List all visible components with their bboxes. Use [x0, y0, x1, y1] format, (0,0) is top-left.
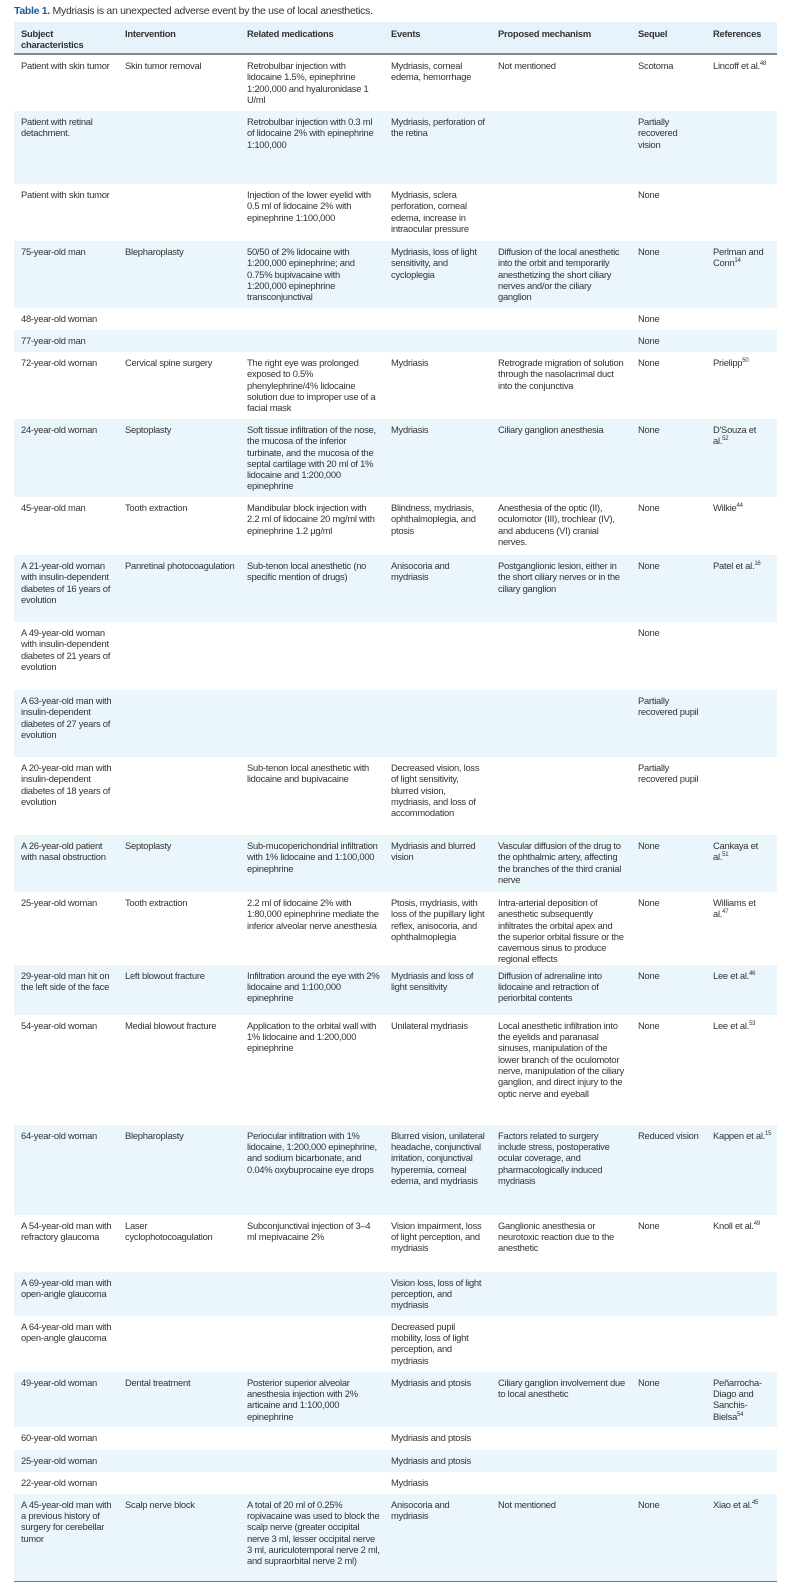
cell-medications: Sub-mucoperichondrial infiltration with 1% lidocaine and 1:100,000 epinephrine — [247, 840, 378, 874]
cell-medications — [240, 1316, 384, 1372]
cell-medications: Sub-tenon local anesthetic (no specific mention of drugs) — [247, 560, 367, 583]
cell-intervention — [118, 622, 240, 690]
table-caption-text: Mydriasis is an unexpected adverse event by the use of local anesthetics. — [52, 5, 373, 17]
cell-intervention: Scalp nerve block — [125, 1498, 195, 1510]
cell-intervention — [118, 690, 240, 757]
cell-sequel: None — [638, 246, 660, 257]
cell-mechanism — [491, 1316, 631, 1372]
table-row — [14, 965, 777, 1015]
cell-reference — [706, 1494, 777, 1582]
cell-sequel — [631, 1316, 706, 1372]
cell-events: Mydriasis, loss of light sensitivity, and cycloplegia — [391, 246, 477, 280]
col-header-medications: Related medications — [247, 28, 334, 39]
reference-text: Williams et al. — [713, 897, 756, 920]
cell-mechanism: Diffusion of the local anesthetic into the orbit and temporarily anesthetizing the short ciliary nerves and/or the ciliary ganglion — [498, 246, 620, 303]
cell-reference — [706, 184, 777, 241]
col-header-references: References — [713, 28, 762, 39]
reference-text: Lee et al. — [713, 969, 750, 981]
reference-number: 54 — [737, 1411, 744, 1418]
cell-medications: 50/50 of 2% lidocaine with 1:200,000 epinephrine; and 0.75% bupivacaine with 1:200,000 epinephrine transconjunctival — [247, 246, 355, 303]
reference-text: D'Souza et al. — [713, 424, 757, 447]
cell-reference — [706, 308, 777, 330]
cell-subject: A 54-year-old man with refractory glaucoma — [21, 1219, 112, 1243]
cell-sequel: None — [638, 1376, 660, 1388]
cell-mechanism — [491, 1450, 631, 1472]
reference-number: 16 — [754, 561, 761, 567]
cell-events: Mydriasis, corneal edema, hemorrhage — [391, 60, 472, 83]
cell-subject: 25-year-old woman — [21, 897, 97, 908]
cell-sequel: None — [638, 189, 660, 200]
cell-sequel — [631, 1272, 706, 1316]
cell-subject: A 26-year-old patient with nasal obstruction — [21, 840, 106, 863]
cell-subject: A 20-year-old man with insulin-dependent diabetes of 18 years of evolution — [21, 762, 112, 807]
cell-medications: Soft tissue infiltration of the nose, the mucosa of the inferior turbinate, and the mucosa of the septal cartilage with 20 ml of 1% lidocaine and 1:200,000 epinephrine — [247, 424, 376, 492]
cell-subject: A 64-year-old man with open-angle glaucoma — [21, 1320, 112, 1344]
cell-events — [384, 330, 491, 352]
cell-events: Mydriasis — [391, 424, 429, 435]
cell-medications: 2.2 ml of lidocaine 2% with 1:80,000 epinephrine mediate the inferior alveolar nerve anesthesia — [247, 897, 379, 931]
cell-intervention — [118, 330, 240, 352]
cell-subject: A 69-year-old man with open-angle glaucoma — [21, 1276, 112, 1300]
cell-events: Mydriasis and blurred vision — [391, 840, 476, 863]
table-row — [14, 111, 777, 184]
cell-reference — [706, 757, 777, 835]
cell-subject: 29-year-old man hit on the left side of the face — [21, 969, 110, 993]
cell-medications — [240, 622, 384, 690]
cell-mechanism: Local anesthetic infiltration into the eyelids and paranasal sinuses, manipulation of the lower branch of the oculomotor nerve, manipulation of the ciliary ganglion, and direct injury to the optic nerve and eyeball — [498, 1019, 624, 1099]
cell-mechanism — [491, 757, 631, 835]
cell-reference — [706, 892, 777, 965]
cell-sequel: None — [638, 1019, 660, 1031]
cell-intervention — [118, 1272, 240, 1316]
table-row — [14, 1427, 777, 1450]
cell-reference — [706, 1125, 777, 1215]
cell-subject: A 45-year-old man with a previous history of surgery for cerebellar tumor — [21, 1498, 112, 1544]
cell-mechanism: Ciliary ganglion anesthesia — [498, 424, 604, 435]
table-row — [14, 1472, 777, 1494]
col-header-subject: Subject characteristics — [21, 28, 84, 51]
reference-number: 45 — [751, 1499, 759, 1506]
cell-reference — [706, 1427, 777, 1450]
reference-text: Perlman and Conn — [713, 246, 764, 269]
cell-reference — [706, 111, 777, 184]
cell-subject: Patient with skin tumor — [21, 60, 110, 71]
cell-subject: 22-year-old woman — [21, 1476, 97, 1488]
cell-sequel: None — [638, 424, 660, 435]
cell-medications: Application to the orbital wall with 1% lidocaine and 1:200,000 epinephrine — [247, 1019, 377, 1054]
cell-events: Mydriasis and ptosis — [391, 1431, 471, 1443]
cell-mechanism — [491, 622, 631, 690]
cell-events: Mydriasis and loss of light sensitivity — [391, 969, 474, 993]
table-row — [14, 757, 777, 835]
cell-intervention — [118, 184, 240, 241]
cell-reference — [706, 1450, 777, 1472]
cell-sequel: None — [638, 969, 660, 981]
reference-number: 52 — [722, 436, 729, 443]
cell-events: Decreased pupil mobility, loss of light perception, and mydriasis — [391, 1320, 469, 1366]
cell-events: Vision loss, loss of light perception, and mydriasis — [391, 1276, 482, 1311]
cell-medications: Mandibular block injection with 2.2 ml of lidocaine 20 mg/ml with epinephrine 1.2 µg/ml — [247, 502, 375, 536]
cell-medications: A total of 20 ml of 0.25% ropivacaine was used to block the scalp nerve (greater occipital nerve 3 ml, lesser occipital nerve 3 ml, auriculotemporal nerve 2 ml, and supraorbital nerve 2 ml) — [247, 1498, 380, 1567]
cell-mechanism — [491, 1272, 631, 1316]
reference-number: 44 — [736, 503, 743, 509]
cell-sequel: None — [638, 627, 660, 638]
cell-sequel: None — [638, 560, 660, 571]
table-row — [14, 1494, 777, 1582]
reference-text: Wilkie — [713, 502, 737, 513]
cell-mechanism: Intra-arterial deposition of anesthetic subsequently infiltrates the orbital apex and the superior orbital fissure or the cavernous sinus to produce regional effects — [498, 897, 624, 965]
cell-events: Vision impairment, loss of light perception, and mydriasis — [391, 1219, 482, 1254]
cell-mechanism — [491, 690, 631, 757]
cell-mechanism: Ganglionic anesthesia or neurotoxic reaction due to the anesthetic — [498, 1219, 615, 1254]
reference-number: 47 — [722, 909, 729, 916]
cell-medications: Periocular infiltration with 1% lidocaine, 1:200,000 epinephrine, and sodium bicarbonate, and 0.04% oxybuprocaine eye drops — [247, 1129, 377, 1175]
cell-intervention: Laser cyclophotocoagulation — [125, 1219, 213, 1243]
cell-events: Ptosis, mydriasis, with loss of the pupillary light reflex, anisocoria, and ophthalmoplegia — [391, 897, 485, 942]
cell-subject: 75-year-old man — [21, 246, 86, 257]
cell-reference — [706, 330, 777, 352]
cell-intervention — [118, 1472, 240, 1494]
reference-text: Cankaya et al. — [713, 840, 758, 863]
cell-mechanism — [491, 111, 631, 184]
reference-text: Peñarrocha-Diago and Sanchis-Bielsa — [713, 1376, 762, 1422]
reference-number: 51 — [722, 852, 729, 859]
table-row — [14, 690, 777, 757]
cell-reference — [706, 1372, 777, 1427]
table-body — [14, 54, 777, 1582]
cell-subject: Patient with retinal detachment. — [21, 116, 93, 139]
cell-sequel — [631, 1472, 706, 1494]
cell-reference — [706, 497, 777, 555]
table-header-row — [14, 22, 777, 54]
cell-intervention — [118, 111, 240, 184]
table-row — [14, 241, 777, 308]
cell-mechanism: Not mentioned — [498, 1498, 556, 1510]
cell-mechanism: Retrograde migration of solution through the nasolacrimal duct into the conjunctiva — [498, 357, 624, 391]
cell-reference — [706, 622, 777, 690]
table-row — [14, 1450, 777, 1472]
cell-mechanism: Factors related to surgery include stress, postoperative ocular coverage, and pharmacologically induced mydriasis — [498, 1129, 610, 1186]
reference-number: 49 — [753, 1220, 760, 1227]
cell-medications — [240, 690, 384, 757]
cell-mechanism — [491, 184, 631, 241]
cell-reference — [706, 1215, 777, 1272]
cell-intervention — [118, 757, 240, 835]
cell-intervention: Medial blowout fracture — [125, 1019, 217, 1031]
table-row — [14, 1125, 777, 1215]
cell-sequel: Scotoma — [638, 60, 674, 71]
reference-number: 50 — [742, 358, 749, 364]
cell-events: Anisocoria and mydriasis — [391, 560, 450, 583]
cell-medications: Infiltration around the eye with 2% lidocaine and 1:100,000 epinephrine — [247, 969, 380, 1004]
cell-reference — [706, 1272, 777, 1316]
table-row — [14, 184, 777, 241]
cell-subject: 77-year-old man — [21, 335, 86, 346]
cell-intervention: Blepharoplasty — [125, 1129, 184, 1141]
cell-reference — [706, 965, 777, 1015]
cell-subject: A 63-year-old man with insulin-dependent diabetes of 27 years of evolution — [21, 695, 112, 740]
cell-medications — [240, 1450, 384, 1472]
cell-subject: 49-year-old woman — [21, 1376, 97, 1388]
cell-medications — [240, 1427, 384, 1450]
reference-number: 14 — [734, 258, 741, 265]
cell-medications — [240, 308, 384, 330]
cell-reference — [706, 1472, 777, 1494]
cell-mechanism: Ciliary ganglion involvement due to local anesthetic — [498, 1376, 625, 1400]
cell-events: Mydriasis and ptosis — [391, 1454, 471, 1466]
table-row — [14, 352, 777, 419]
cell-medications: Subconjunctival injection of 3–4 ml mepivacaine 2% — [247, 1219, 371, 1243]
cell-intervention: Tooth extraction — [125, 502, 188, 513]
cell-medications: The right eye was prolonged exposed to 0.5% phenylephrine/4% lidocaine solution due to improper use of a facial mask — [247, 357, 376, 414]
cell-sequel: Partially recovered vision — [638, 116, 678, 150]
cell-reference — [706, 352, 777, 419]
cell-sequel: None — [638, 1498, 660, 1510]
cell-reference — [706, 690, 777, 757]
reference-text: Lee et al. — [713, 1019, 750, 1031]
cell-mechanism — [491, 330, 631, 352]
cell-medications: Sub-tenon local anesthetic with lidocaine and bupivacaine — [247, 762, 370, 785]
cell-intervention: Dental treatment — [125, 1376, 191, 1388]
table-row — [14, 892, 777, 965]
cell-events: Anisocoria and mydriasis — [391, 1498, 450, 1522]
cell-subject: 60-year-old woman — [21, 1431, 97, 1443]
table-row — [14, 1215, 777, 1272]
cell-reference — [706, 555, 777, 622]
cell-events: Mydriasis — [391, 1476, 429, 1488]
cell-subject: Patient with skin tumor — [21, 189, 110, 200]
cell-sequel — [631, 1427, 706, 1450]
cell-sequel: None — [638, 357, 660, 368]
table-row — [14, 1372, 777, 1427]
cell-mechanism: Diffusion of adrenaline into lidocaine and retraction of periorbital contents — [498, 969, 602, 1004]
cell-reference — [706, 835, 777, 892]
cell-intervention: Left blowout fracture — [125, 969, 205, 981]
cell-mechanism: Vascular diffusion of the drug to the ophthalmic artery, affecting the branches of the third cranial nerve — [498, 840, 622, 885]
cell-reference — [706, 1316, 777, 1372]
cell-subject: 54-year-old woman — [21, 1019, 97, 1031]
cell-subject: 24-year-old woman — [21, 424, 97, 435]
cell-events: Mydriasis and ptosis — [391, 1376, 471, 1388]
cell-intervention — [118, 1450, 240, 1472]
cell-mechanism: Anesthesia of the optic (II), oculomotor (III), trochlear (IV), and abducens (VI) cranial nerves. — [498, 502, 615, 547]
col-header-events: Events — [391, 28, 421, 39]
cell-events — [384, 308, 491, 330]
cell-events: Decreased vision, loss of light sensitivity, blurred vision, mydriasis, and loss of accommodation — [391, 762, 480, 819]
cell-intervention: Cervical spine surgery — [125, 357, 213, 368]
cell-sequel: Partially recovered pupil — [638, 695, 699, 718]
adverse-events-table — [14, 22, 777, 1582]
cell-sequel: None — [638, 897, 660, 908]
cell-mechanism — [491, 1472, 631, 1494]
cell-reference — [706, 419, 777, 497]
table-row — [14, 1316, 777, 1372]
cell-subject: 72-year-old woman — [21, 357, 97, 368]
table-row — [14, 835, 777, 892]
table-row — [14, 419, 777, 497]
col-header-mechanism: Proposed mechanism — [498, 28, 591, 39]
reference-text: Prielipp — [713, 357, 743, 368]
cell-medications — [240, 1272, 384, 1316]
cell-sequel: None — [638, 1219, 660, 1231]
cell-sequel: None — [638, 335, 660, 346]
cell-reference — [706, 241, 777, 308]
table-row — [14, 1272, 777, 1316]
cell-medications: Retrobulbar injection with lidocaine 1.5%, epinephrine 1:200,000 and hyaluronidase 1 U/ml — [247, 60, 369, 105]
reference-text: Patel et al. — [713, 560, 755, 571]
cell-intervention — [118, 1316, 240, 1372]
cell-intervention — [118, 1427, 240, 1450]
cell-intervention — [118, 308, 240, 330]
cell-intervention: Blepharoplasty — [125, 246, 184, 257]
cell-sequel — [631, 1450, 706, 1472]
cell-intervention: Tooth extraction — [125, 897, 188, 908]
cell-intervention: Skin tumor removal — [125, 60, 202, 71]
cell-subject: 45-year-old man — [21, 502, 86, 513]
cell-medications: Injection of the lower eyelid with 0.5 ml of lidocaine 2% with epinephrine 1:100,000 — [247, 189, 371, 223]
cell-subject: 48-year-old woman — [21, 313, 97, 324]
table-row — [14, 622, 777, 690]
table-row — [14, 1015, 777, 1125]
cell-subject: 25-year-old woman — [21, 1454, 97, 1466]
cell-subject: A 21-year-old woman with insulin-dependent diabetes of 16 years of evolution — [21, 560, 111, 605]
cell-events: Mydriasis, sclera perforation, corneal edema, increase in intraocular pressure — [391, 189, 469, 234]
cell-reference — [706, 1015, 777, 1125]
table-row — [14, 555, 777, 622]
cell-events: Unilateral mydriasis — [391, 1019, 468, 1031]
cell-mechanism: Not mentioned — [498, 60, 556, 71]
cell-medications — [240, 1472, 384, 1494]
cell-events — [384, 622, 491, 690]
cell-subject: A 49-year-old woman with insulin-dependent diabetes of 21 years of evolution — [21, 627, 111, 672]
col-header-sequel: Sequel — [638, 28, 668, 39]
cell-events: Mydriasis, perforation of the retina — [391, 116, 485, 139]
reference-number: 53 — [749, 1020, 756, 1027]
reference-text: Kappen et al. — [713, 1129, 766, 1141]
cell-events: Mydriasis — [391, 357, 429, 368]
cell-mechanism — [491, 1427, 631, 1450]
cell-medications: Retrobulbar injection with 0.3 ml of lidocaine 2% with epinephrine 1:100,000 — [247, 116, 374, 150]
cell-medications — [240, 330, 384, 352]
cell-medications: Posterior superior alveolar anesthesia injection with 2% articaine and 1:100,000 epinephrine — [247, 1376, 358, 1422]
cell-intervention: Septoplasty — [125, 840, 172, 851]
cell-sequel: None — [638, 313, 660, 324]
cell-sequel: Reduced vision — [638, 1129, 699, 1141]
table-row — [14, 54, 777, 111]
cell-subject: 64-year-old woman — [21, 1129, 97, 1141]
reference-text: Lincoff et al. — [713, 60, 760, 71]
cell-intervention: Septoplasty — [125, 424, 172, 435]
cell-sequel: None — [638, 840, 660, 851]
cell-mechanism: Postganglionic lesion, either in the short ciliary nerves or in the ciliary ganglion — [498, 560, 620, 594]
reference-number: 46 — [749, 970, 756, 977]
table-label: Table 1. — [14, 5, 50, 17]
cell-reference — [706, 54, 777, 111]
col-header-intervention: Intervention — [125, 28, 176, 39]
reference-text: Xiao et al. — [713, 1498, 752, 1510]
cell-sequel: Partially recovered pupil — [638, 762, 699, 785]
cell-events: Blindness, mydriasis, ophthalmoplegia, and ptosis — [391, 502, 476, 536]
cell-sequel: None — [638, 502, 660, 513]
cell-mechanism — [491, 308, 631, 330]
table-caption — [14, 5, 373, 17]
reference-text: Knoll et al. — [713, 1219, 754, 1231]
cell-events — [384, 690, 491, 757]
reference-number: 48 — [759, 61, 767, 67]
table-row — [14, 497, 777, 555]
reference-number: 15 — [765, 1130, 772, 1137]
cell-events: Blurred vision, unilateral headache, conjunctival irritation, conjunctival hyperemia, corneal edema, and mydriasis — [391, 1129, 485, 1186]
table-row — [14, 308, 777, 330]
table-row — [14, 330, 777, 352]
cell-intervention: Panretinal photocoagulation — [125, 560, 235, 571]
